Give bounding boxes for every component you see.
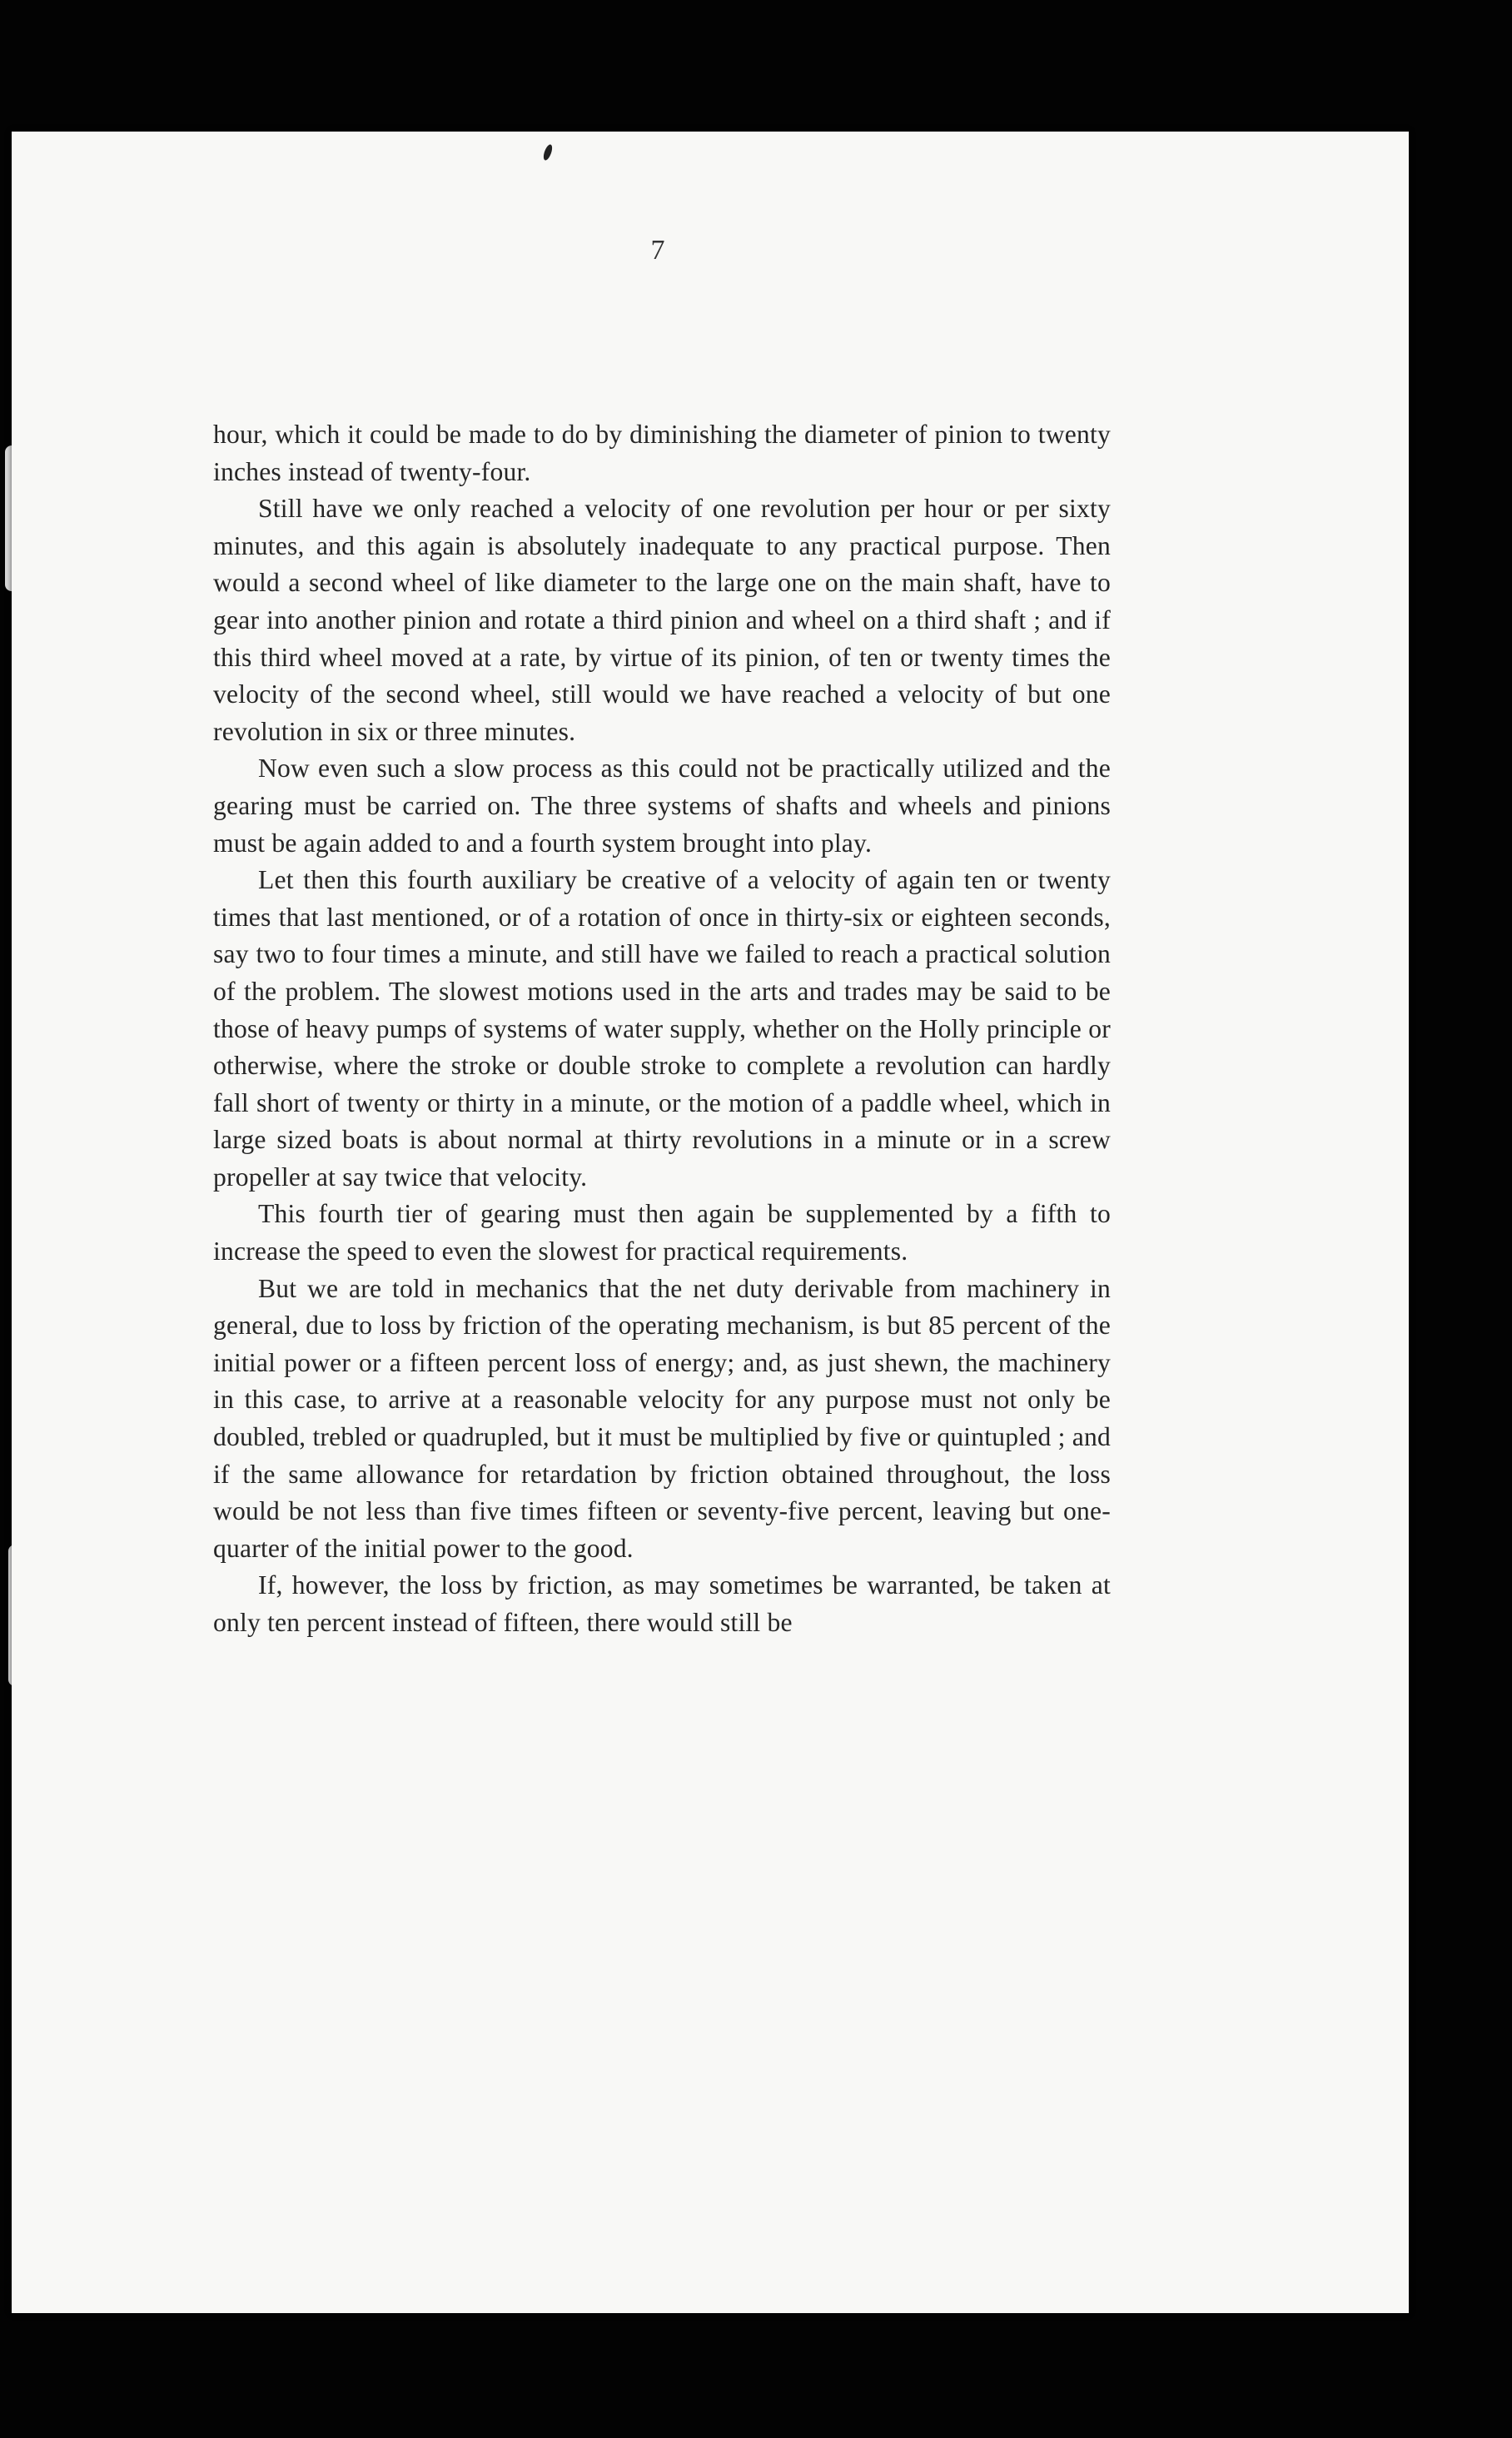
body-text bbox=[213, 416, 1111, 1642]
paragraph-7: If, however, the loss by friction, as may sometimes be warranted, be taken at only ten percent instead of fifteen, there would still be bbox=[213, 1570, 1111, 1637]
paragraph-5: This fourth tier of gearing must then again be supplemented by a fifth to increase the speed to even the slowest for practical requirements. bbox=[213, 1199, 1111, 1266]
paragraph-2: Still have we only reached a velocity of one revolution per hour or per sixty minutes, and this again is absolutely inadequate to any practical purpose. Then would a second wheel of like diameter to the large one on the main shaft, have to gear into another pinion and rotate a third pinion and wheel on a third shaft ; and if this third wheel moved at a rate, by virtue of its pinion, of ten or twenty times the velocity of the second wheel, still would we have reached a velocity of but one revolution in six or three minutes. bbox=[213, 494, 1111, 746]
page-number: 7 bbox=[650, 235, 665, 266]
paragraph-4: Let then this fourth auxiliary be creative of a velocity of again ten or twenty times that last mentioned, or of a rotation of once in thirty-six or eighteen seconds, say two to four times a minute, and still have we failed to reach a practical solution of the problem. The slowest motions used in the arts and trades may be said to be those of heavy pumps of systems of water supply, whether on the Holly principle or otherwise, where the stroke or double stroke to complete a revolution can hardly fall short of twenty or thirty in a minute, or the motion of a paddle wheel, which in large sized boats is about normal at thirty revolutions in a minute or in a screw propeller at say twice that velocity. bbox=[213, 865, 1111, 1192]
paragraph-1: hour, which it could be made to do by diminishing the diameter of pinion to twenty inches instead of twenty-four. bbox=[213, 420, 1111, 486]
ink-speck bbox=[542, 143, 554, 162]
paragraph-6: But we are told in mechanics that the net duty derivable from machinery in general, due to loss by friction of the operating mechanism, is but 85 percent of the initial power or a fifteen percent loss of energy; and, as just shewn, the machinery in this case, to arrive at a reasonable velocity for any purpose must not only be doubled, trebled or quadrupled, but it must be multiplied by five or quintupled ; and if the same allowance for retardation by friction obtained throughout, the loss would be not less than five times fifteen or seventy-five percent, leaving but one-quarter of the initial power to the good. bbox=[213, 1273, 1111, 1563]
paragraph-3: Now even such a slow process as this could not be practically utilized and the gearing must be carried on. The three systems of shafts and wheels and pinions must be again added to and a fourth system brought into play. bbox=[213, 754, 1111, 858]
